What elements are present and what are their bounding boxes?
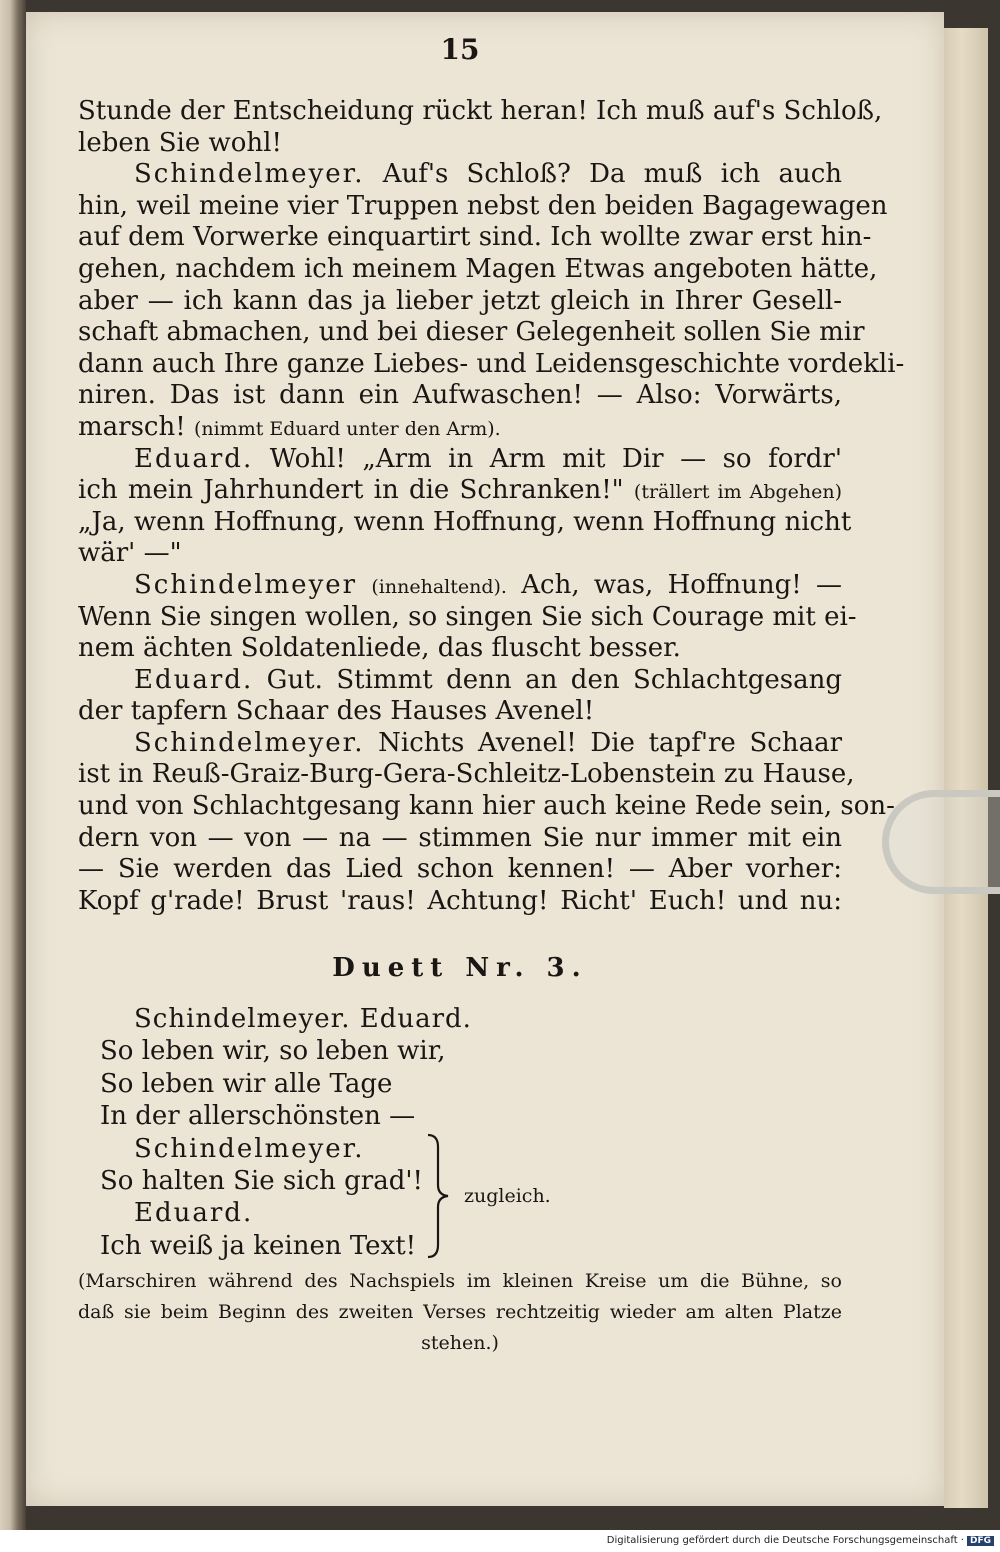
stage-direction-inline: (trällert im Abgehen) [633, 481, 843, 504]
text-line: niren. Das ist dann ein Aufwaschen! — Also: Vorwärts, [78, 380, 842, 411]
speech-text: Auf's Schloß? Da muß ich auch [382, 159, 843, 190]
stage-direction-line: daß sie beim Beginn des zweiten Verses rechtzeitig wieder am alten Platze [78, 1301, 842, 1324]
verse-line: So leben wir, so leben wir, [100, 1036, 446, 1067]
text-line: nem ächten Soldatenliede, das fluscht besser. [78, 633, 681, 664]
verse-line: Ich weiß ja keinen Text! [100, 1230, 417, 1261]
speaker-name: Eduard. [134, 443, 254, 474]
text-line: dann auch Ihre ganze Liebes- und Leidensgeschichte vordekli- [78, 348, 905, 379]
paper-clip [882, 790, 1000, 894]
speech-line [78, 475, 842, 507]
stage-direction-block [78, 1266, 842, 1359]
speech-text: Gut. Stimmt denn an den Schlachtgesang [266, 664, 842, 695]
book-page [26, 12, 944, 1506]
text-line: gehen, nachdem ich meinem Magen Etwas angeboten hätte, [78, 253, 878, 284]
speaker-name: Schindelmeyer. [134, 159, 365, 190]
text-line: wär' —" [78, 538, 182, 569]
text-line: leben Sie wohl! [78, 127, 282, 158]
speaker-name: Schindelmeyer. [134, 727, 365, 758]
duet-cast: Schindelmeyer. Eduard. [134, 1004, 472, 1035]
curly-brace-icon [424, 1133, 454, 1259]
text-line: aber — ich kann das ja lieber jetzt gleich in Ihrer Gesell- [78, 285, 842, 316]
text-line: und von Schlachtgesang kann hier auch keine Rede sein, son- [78, 791, 895, 822]
page-number: 15 [440, 33, 480, 66]
credit-text: Digitalisierung gefördert durch die Deutsche Forschungsgemeinschaft · [606, 1535, 964, 1546]
speech-line [78, 159, 842, 191]
speech-line [78, 412, 842, 444]
text-line: — Sie werden das Lied schon kennen! — Aber vorher: [78, 854, 842, 885]
verse-speaker: Schindelmeyer. [134, 1133, 365, 1164]
stage-direction-line: stehen.) [421, 1332, 499, 1355]
text-line: auf dem Vorwerke einquartirt sind. Ich wollte zwar erst hin- [78, 222, 872, 253]
speech-line [78, 665, 842, 697]
text-line: Wenn Sie singen wollen, so singen Sie sich Courage mit ei- [78, 601, 857, 632]
speech-line [78, 444, 842, 476]
page-stack-edge [944, 28, 988, 1508]
speech-line [78, 728, 842, 760]
stage-direction-inline: (nimmt Eduard unter den Arm). [193, 417, 501, 440]
digitization-credit [607, 1535, 994, 1546]
text-line: dern von — von — na — stimmen Sie nur immer mit ein [78, 822, 842, 853]
duet-heading: Duett Nr. 3. [332, 953, 588, 984]
text-line: der tapfern Schaar des Hauses Avenel! [78, 696, 595, 727]
text-line: hin, weil meine vier Truppen nebst den beiden Bagagewagen [78, 190, 888, 221]
previous-page-edge [0, 0, 26, 1530]
speech-text: ich mein Jahrhundert in die Schranken!" [78, 475, 624, 506]
speech-text: Nichts Avenel! Die tapf're Schaar [378, 727, 842, 758]
text-line: Kopf g'rade! Brust 'raus! Achtung! Richt' Euch! und nu: [78, 885, 842, 916]
speech-text: Wohl! „Arm in Arm mit Dir — so fordr' [269, 443, 842, 474]
speech-line [78, 570, 842, 602]
speaker-name: Schindelmeyer [134, 569, 358, 600]
text-line: „Ja, wenn Hoffnung, wenn Hoffnung, wenn Hoffnung nicht [78, 506, 852, 537]
speech-text: marsch! [78, 411, 186, 442]
verse-line: So halten Sie sich grad'! [100, 1165, 423, 1196]
verse-speaker: Eduard. [134, 1198, 254, 1229]
duet-song [78, 1003, 842, 1262]
speaker-name: Eduard. [134, 664, 254, 695]
together-annotation: zugleich. [464, 1185, 551, 1208]
stage-direction-line: (Marschiren während des Nachspiels im kleinen Kreise um die Bühne, so [78, 1270, 842, 1293]
stage-direction-inline: (innehaltend). [371, 575, 507, 598]
text-line: Stunde der Entscheidung rückt heran! Ich muß auf's Schloß, [78, 96, 883, 126]
dfg-logo: DFG [967, 1536, 994, 1546]
verse-line: So leben wir alle Tage [100, 1068, 393, 1099]
speech-text: Ach, was, Hoffnung! — [521, 569, 842, 600]
verse-line: In der allerschönsten — [100, 1101, 416, 1132]
page-text [78, 30, 905, 1359]
text-line: ist in Reuß-Graiz-Burg-Gera-Schleitz-Lobenstein zu Hause, [78, 759, 855, 790]
text-line: schaft abmachen, und bei dieser Gelegenheit sollen Sie mir [78, 317, 865, 348]
